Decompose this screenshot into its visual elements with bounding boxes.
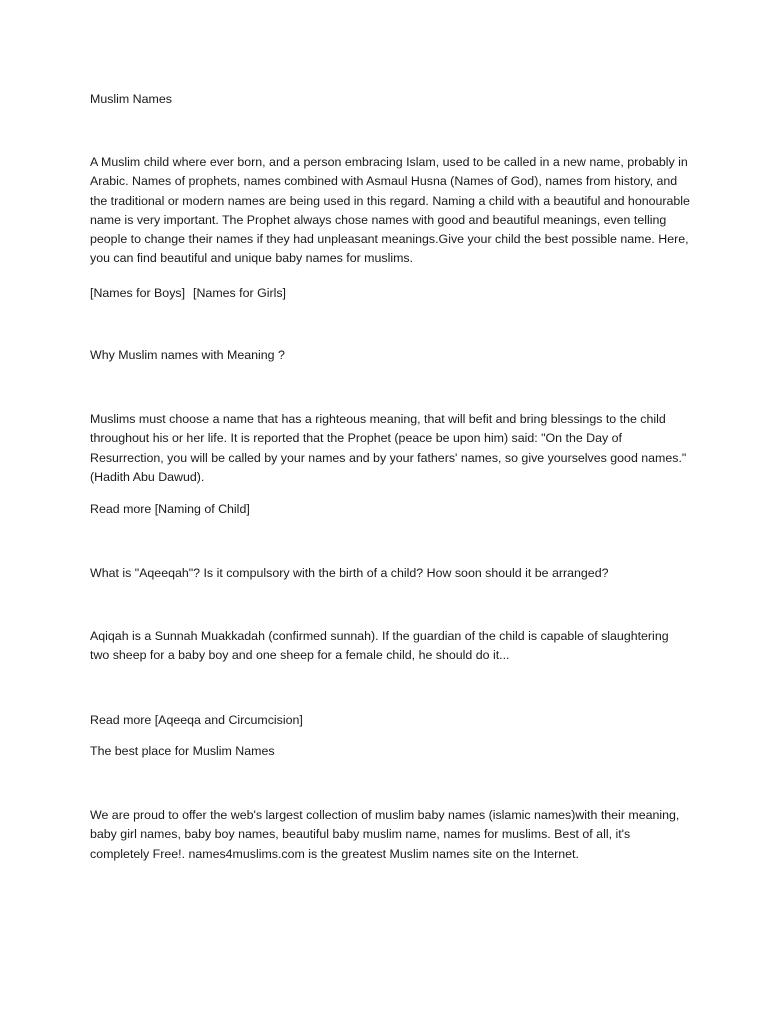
aqeeqah-paragraph: Aqiqah is a Sunnah Muakkadah (confirmed sunnah). If the guardian of the child is capable of slaughtering two sheep for a baby boy and one sheep for a female child, he should do it... [90,629,669,663]
intro-paragraph: A Muslim child where ever born, and a person embracing Islam, used to be called in a new name, probably in Arabic. Names of prophets, names combined with Asmaul Husna (Names of God), names from history, and the traditional or modern names are being used in this regard. Naming a child with a beautiful and honourable name is very important. The Prophet always chose names with good and beautiful meanings, even telling people to change their names if they had unpleasant meanings.Give your child the best possible name. Here, you can find beautiful and unique baby names for muslims. [90,155,690,266]
best-place-paragraph: We are proud to offer the web's largest collection of muslim baby names (islamic names)with their meaning, baby girl names, baby boy names, beautiful baby muslim name, names for muslims. Best of all, it's completely Free!. names4muslims.com is the greatest Muslim names site on the Internet. [90,808,680,861]
read-more-aqeeqa-link [90,711,690,730]
names-for-boys-link[interactable]: [Names for Boys] [90,286,186,300]
section-heading-best-place: The best place for Muslim Names [90,744,275,758]
read-more-naming-text[interactable]: Read more [Naming of Child] [90,502,250,516]
read-more-aqeeqa-text[interactable]: Read more [Aqeeqa and Circumcision] [90,713,303,727]
meaning-paragraph: Muslims must choose a name that has a righteous meaning, that will befit and bring blessings to the child throughout his or her life. It is reported that the Prophet (peace be upon him) said: "On the Day of Resurrection, you will be called by your names and by your fathers' names, so give yourselves good names." (Hadith Abu Dawud). [90,412,687,484]
page-title: Muslim Names [90,92,172,106]
names-for-girls-link[interactable]: [Names for Girls] [193,286,286,300]
section-heading-meaning: Why Muslim names with Meaning ? [90,348,285,362]
names-links [90,284,690,303]
read-more-naming-link [90,500,690,519]
section-heading-aqeeqah: What is "Aqeeqah"? Is it compulsory with the birth of a child? How soon should it be arranged? [90,566,609,580]
